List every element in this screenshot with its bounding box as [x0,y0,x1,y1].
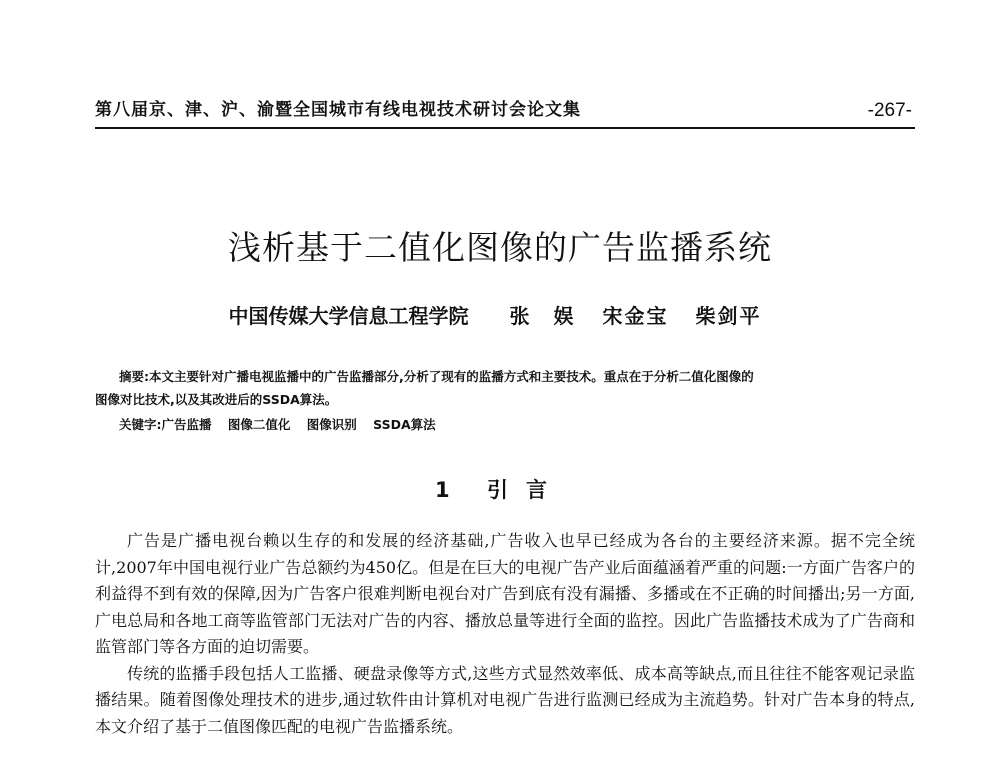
journal-title: 第八届京、津、沪、渝暨全国城市有线电视技术研讨会论文集 [95,100,581,120]
paragraph: 广告是广播电视台赖以生存的和发展的经济基础,广告收入也早已经成为各台的主要经济来源。据不完全统计,2007年中国电视行业广告总额约为450亿。但是在巨大的电视广告产业后面蕴涵着严重的问题:一方面广告客户的利益得不到有效的保障,因为广告客户很难判断电视台对广告到底有没有漏播、多播或在不正确的时间播出;另一方面,广电总局和各地工商等监管部门无法对广告的内容、播放总量等进行全面的监控。因此广告监播技术成为了广告商和监管部门等各方面的迫切需要。 [95,531,915,656]
paragraph: 传统的监播手段包括人工监播、硬盘录像等方式,这些方式显然效率低、成本高等缺点,而且往往不能客观记录监播结果。随着图像处理技术的进步,通过软件由计算机对电视广告进行监测已经成为主流趋势。针对广告本身的特点,本文介绍了基于二值图像匹配的电视广告监播系统。 [95,663,915,736]
paper-title: 浅析基于二值化图像的广告监播系统 [228,228,772,267]
section-title: 引言 [486,478,565,502]
keywords [119,415,448,433]
keywords-label: 关键字: [119,417,162,432]
author: 张 娱 [509,304,576,328]
keyword: 图像识别 [306,417,357,432]
running-header [95,100,912,126]
keyword: 图像二值化 [227,417,291,432]
keyword: SSDA算法 [373,417,436,432]
page-number: -267- [867,100,912,121]
author: 柴剑平 [695,304,762,328]
author-names [500,300,772,329]
body-text [95,528,915,740]
header-rule [95,127,915,129]
abstract-line: 摘要:本文主要针对广播电视监播中的广告监播部分,分析了现有的监播方式和主要技术。重点在于分析二值化图像的 [119,369,754,384]
author-line [0,300,1000,329]
author: 宋金宝 [602,304,669,328]
affiliation: 中国传媒大学信息工程学院 [228,304,469,328]
section-heading [0,474,1000,504]
keyword: 广告监播 [161,417,212,432]
abstract-line: 图像对比技术,以及其改进后的SSDA算法。 [95,392,338,407]
section-number: 1 [435,478,468,502]
abstract [95,365,915,411]
